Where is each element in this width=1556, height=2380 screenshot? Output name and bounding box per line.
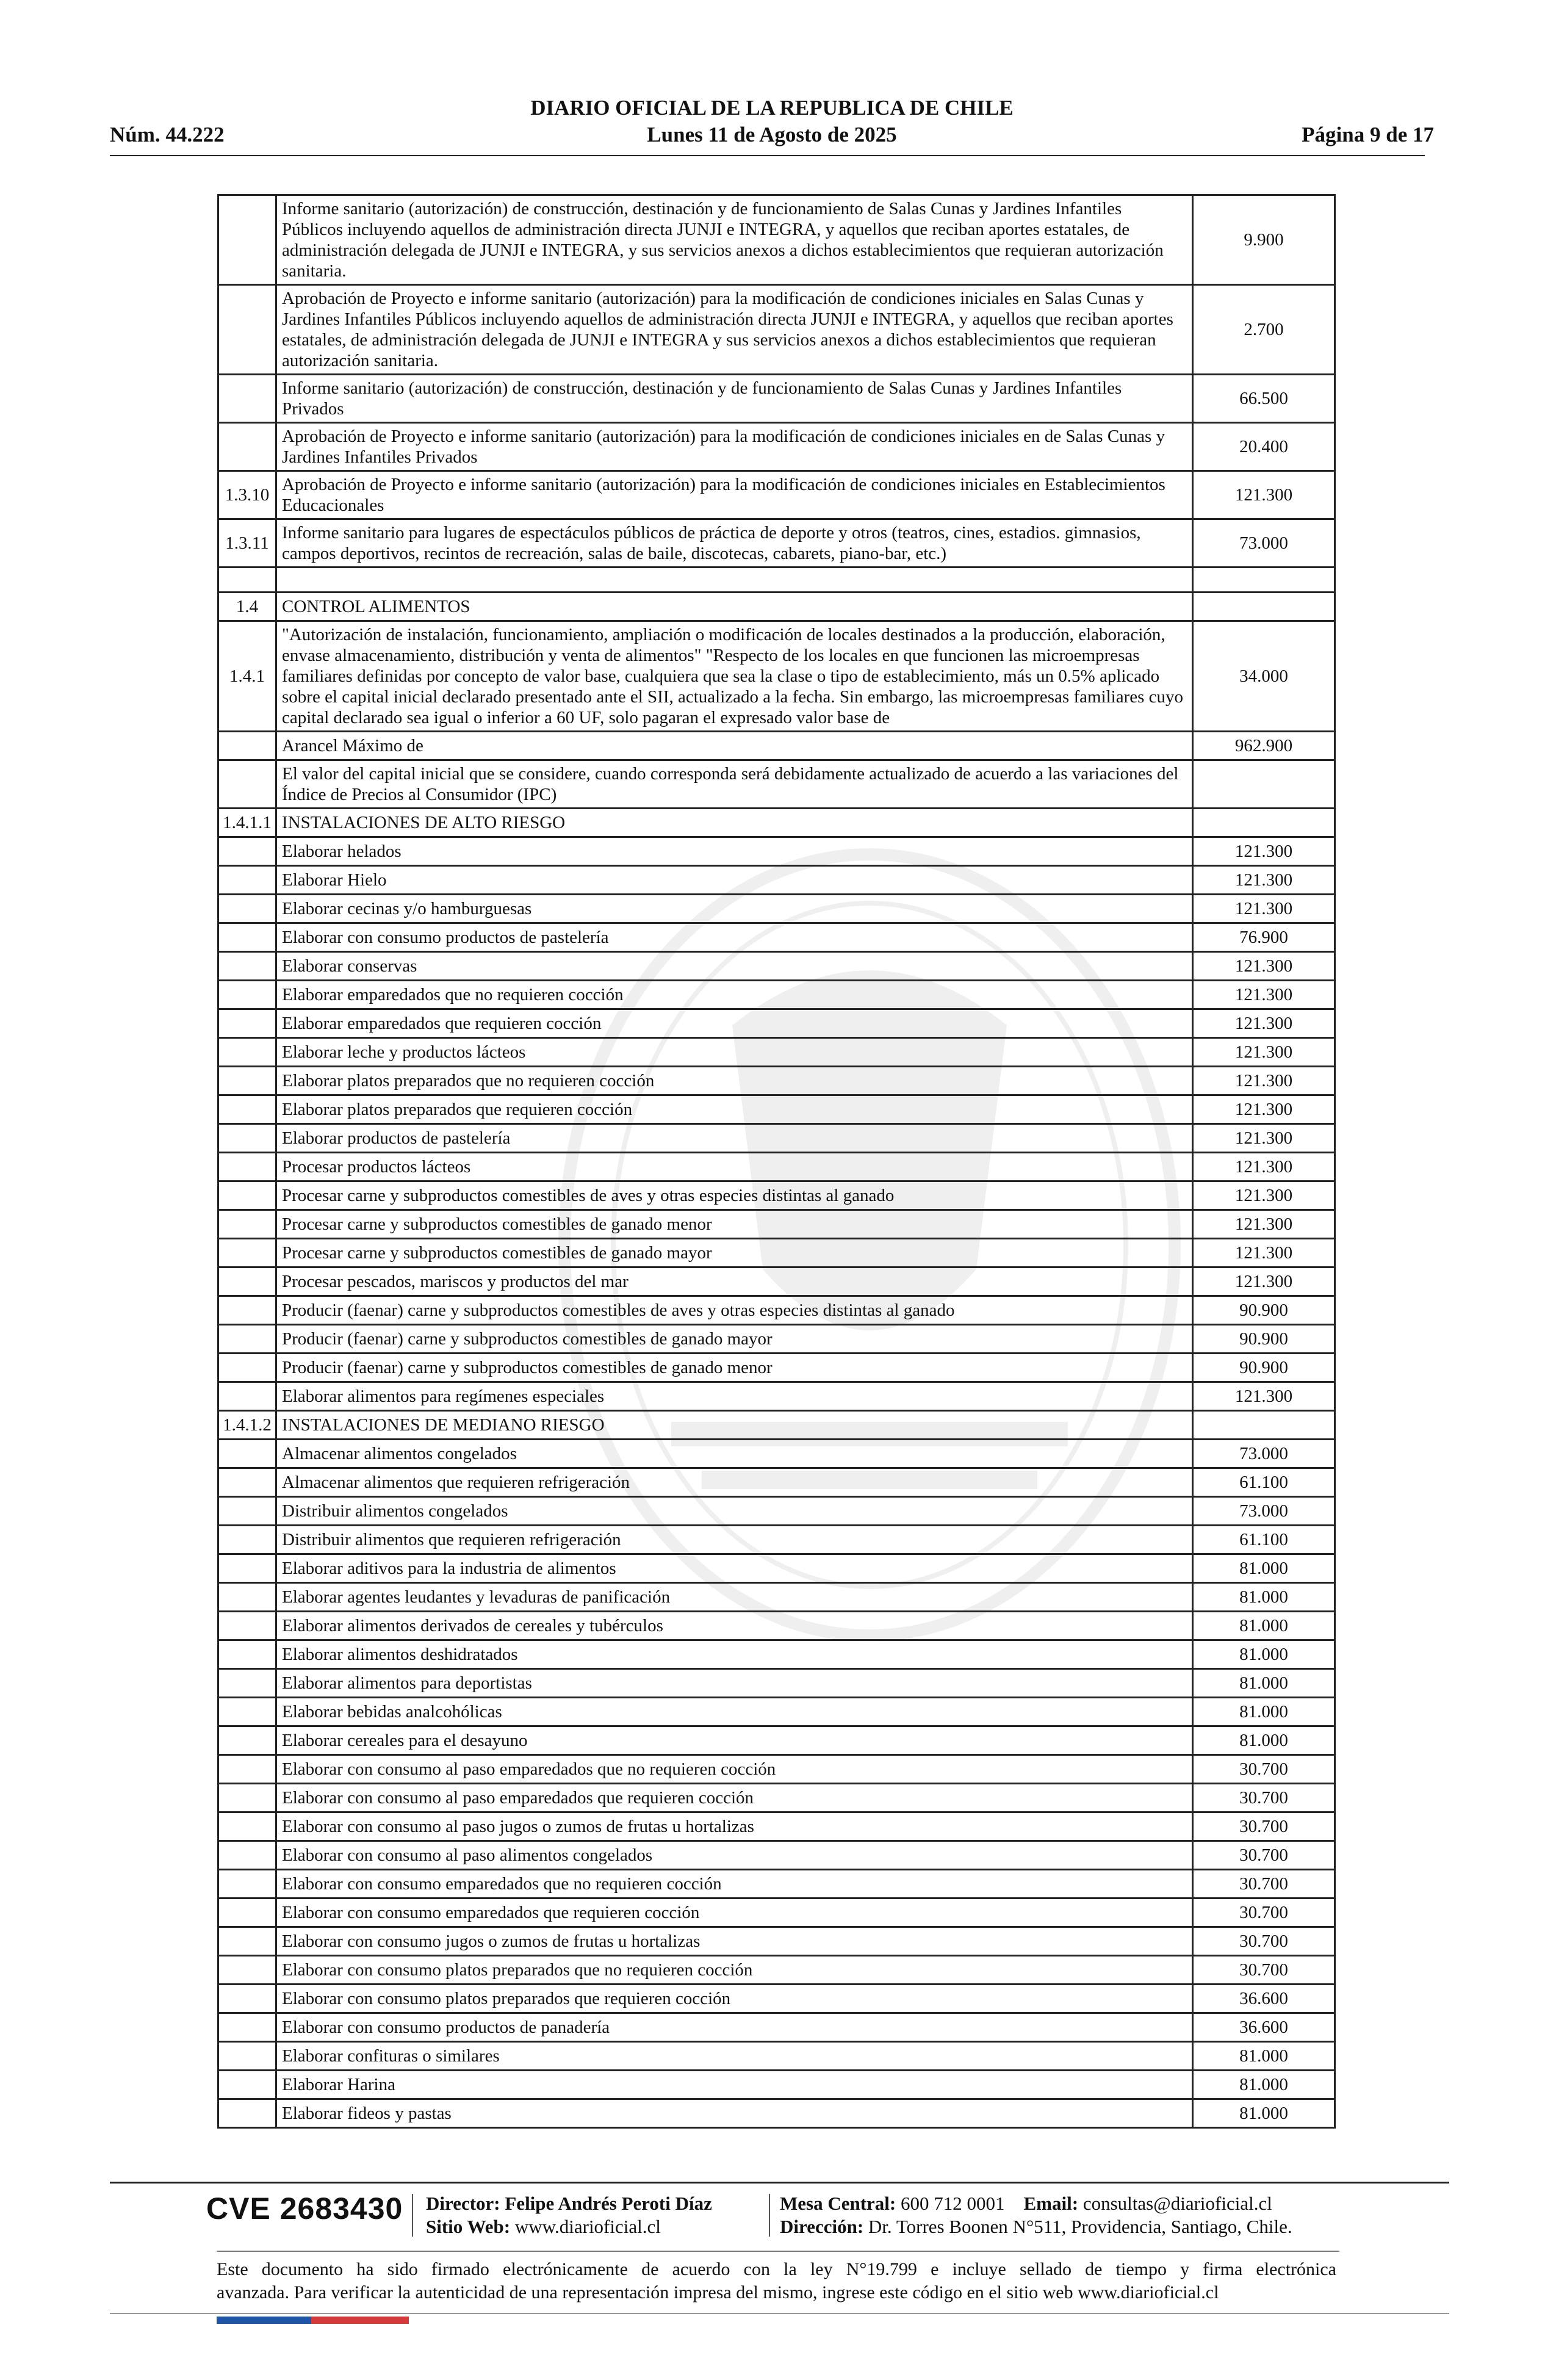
row-code [218,285,276,375]
table-row [218,732,1335,760]
row-value: 34.000 [1193,621,1335,732]
address-label: Dirección: [780,2216,864,2237]
row-description: INSTALACIONES DE MEDIANO RIESGO [276,1411,1193,1440]
table-row [218,1726,1335,1755]
row-value: 121.300 [1193,837,1335,866]
table-row [218,981,1335,1009]
row-description: Producir (faenar) carne y subproductos comestibles de ganado mayor [276,1325,1193,1354]
row-description: INSTALACIONES DE ALTO RIESGO [276,809,1193,837]
row-description: El valor del capital inicial que se considere, cuando corresponda será debidamente actualizado de acuerdo a las variaciones del Índice de Precios al Consumidor (IPC) [276,760,1193,809]
row-value: 30.700 [1193,1927,1335,1956]
table-row [218,1784,1335,1812]
table-row [218,923,1335,952]
footer-separator [412,2194,413,2237]
header-divider [110,155,1425,156]
row-code [218,1612,276,1640]
director-name: Felipe Andrés Peroti Díaz [505,2193,712,2214]
row-value: 81.000 [1193,1612,1335,1640]
row-description: Producir (faenar) carne y subproductos comestibles de ganado menor [276,1354,1193,1382]
row-value: 30.700 [1193,1841,1335,1870]
row-value: 30.700 [1193,1956,1335,1985]
row-code [218,1640,276,1669]
publication-date: Lunes 11 de Agosto de 2025 [647,123,897,146]
row-code [218,1239,276,1268]
row-code [218,1726,276,1755]
table-row [218,1067,1335,1095]
row-code [218,1956,276,1985]
row-value: 30.700 [1193,1784,1335,1812]
row-value: 90.900 [1193,1354,1335,1382]
row-value: 121.300 [1193,1067,1335,1095]
row-description: Elaborar productos de pastelería [276,1124,1193,1153]
row-code [218,1210,276,1239]
row-description: Elaborar con consumo al paso jugos o zumos de frutas u hortalizas [276,1812,1193,1841]
row-code: 1.4.1.2 [218,1411,276,1440]
row-code [218,423,276,471]
row-description: Elaborar con consumo emparedados que no requieren cocción [276,1870,1193,1899]
table-row [218,1468,1335,1497]
row-code [218,895,276,923]
row-code [218,1124,276,1153]
row-code [218,1268,276,1296]
row-description: Elaborar Harina [276,2071,1193,2099]
table-row [218,952,1335,981]
row-code [218,195,276,285]
row-value: 9.900 [1193,195,1335,285]
table-row [218,1440,1335,1468]
row-code [218,1755,276,1784]
website-label: Sitio Web: [426,2216,511,2237]
row-code [218,1468,276,1497]
issue-number: Núm. 44.222 [110,123,225,146]
address-text: Dr. Torres Boonen N°511, Providencia, Santiago, Chile. [868,2216,1292,2237]
row-description: Elaborar fideos y pastas [276,2099,1193,2128]
table-row [218,809,1335,837]
row-value: 121.300 [1193,1153,1335,1181]
row-code [218,1698,276,1726]
row-description: Informe sanitario (autorización) de construcción, destinación y de funcionamiento de Salas Cunas y Jardines Infantiles Privados [276,375,1193,423]
row-description: Aprobación de Proyecto e informe sanitario (autorización) para la modificación de condiciones iniciales en de Salas Cunas y Jardines Infantiles Privados [276,423,1193,471]
row-code [218,1009,276,1038]
row-value: 30.700 [1193,1755,1335,1784]
row-description: Procesar pescados, mariscos y productos del mar [276,1268,1193,1296]
table-row [218,285,1335,375]
table-row [218,1497,1335,1526]
row-value: 121.300 [1193,1124,1335,1153]
row-value [1193,809,1335,837]
row-description: Almacenar alimentos que requieren refrigeración [276,1468,1193,1497]
row-value: 61.100 [1193,1526,1335,1554]
table-row [218,1038,1335,1067]
table-row [218,1956,1335,1985]
row-value: 121.300 [1193,1009,1335,1038]
row-value: 121.300 [1193,952,1335,981]
row-description: Arancel Máximo de [276,732,1193,760]
row-code [218,952,276,981]
table-row [218,1698,1335,1726]
table-row [218,1583,1335,1612]
row-value: 81.000 [1193,1726,1335,1755]
row-value: 962.900 [1193,732,1335,760]
row-description: Elaborar emparedados que no requieren cocción [276,981,1193,1009]
legal-notice-line2: avanzada. Para verificar la autenticidad de una representación impresa del mismo, ingrese este código en el sitio web www.diarioficial.cl [217,2282,1219,2302]
footer-divider-mid [217,2251,1339,2252]
row-code [218,1927,276,1956]
row-code: 1.4.1 [218,621,276,732]
row-value: 73.000 [1193,519,1335,568]
row-code [218,2042,276,2071]
row-value: 30.700 [1193,1899,1335,1927]
page-header [110,95,1434,156]
row-description: Elaborar bebidas analcohólicas [276,1698,1193,1726]
row-value: 81.000 [1193,2071,1335,2099]
row-description: CONTROL ALIMENTOS [276,593,1193,621]
row-value: 90.900 [1193,1325,1335,1354]
row-value: 121.300 [1193,471,1335,519]
table-row [218,1296,1335,1325]
fee-table [217,194,1336,2129]
row-description: Procesar carne y subproductos comestibles de aves y otras especies distintas al ganado [276,1181,1193,1210]
row-value: 81.000 [1193,1583,1335,1612]
footer-contact-block [780,2192,1292,2238]
table-row [218,2099,1335,2128]
table-row [218,471,1335,519]
row-description: Elaborar con consumo al paso emparedados que no requieren cocción [276,1755,1193,1784]
row-value: 121.300 [1193,1181,1335,1210]
row-code [218,1812,276,1841]
row-code [218,981,276,1009]
row-description: Elaborar con consumo emparedados que requieren cocción [276,1899,1193,1927]
footer-divider-top [110,2182,1449,2183]
row-value: 90.900 [1193,1296,1335,1325]
row-code [218,1440,276,1468]
row-code [218,760,276,809]
row-description: Elaborar con consumo platos preparados que no requieren cocción [276,1956,1193,1985]
row-value: 73.000 [1193,1497,1335,1526]
table-row [218,2042,1335,2071]
row-description: Producir (faenar) carne y subproductos comestibles de aves y otras especies distintas al ganado [276,1296,1193,1325]
table-row [218,195,1335,285]
row-description: Elaborar con consumo jugos o zumos de frutas u hortalizas [276,1927,1193,1956]
row-code [218,1354,276,1382]
row-value: 81.000 [1193,1669,1335,1698]
table-row [218,895,1335,923]
row-code [218,1870,276,1899]
row-description: Elaborar aditivos para la industria de alimentos [276,1554,1193,1583]
row-code [218,1296,276,1325]
phone-number: 600 712 0001 [901,2193,1005,2214]
row-description: Almacenar alimentos congelados [276,1440,1193,1468]
row-code [218,1181,276,1210]
row-code [218,2071,276,2099]
row-description: Informe sanitario para lugares de espectáculos públicos de práctica de deporte y otros (teatros, cines, estadios. gimnasios, campos deportivos, recintos de recreación, salas de baile, discotecas, cabarets, piano-bar, etc.) [276,519,1193,568]
row-value: 121.300 [1193,1038,1335,1067]
row-value: 81.000 [1193,1698,1335,1726]
row-description: Elaborar confituras o similares [276,2042,1193,2071]
row-value: 121.300 [1193,866,1335,895]
row-description: Elaborar alimentos para regímenes especiales [276,1382,1193,1411]
row-description: Elaborar agentes leudantes y levaduras de panificación [276,1583,1193,1612]
row-code [218,1899,276,1927]
table-row [218,1009,1335,1038]
row-description: Elaborar con consumo platos preparados que requieren cocción [276,1985,1193,2013]
row-value: 121.300 [1193,1268,1335,1296]
row-description: Elaborar helados [276,837,1193,866]
row-code [218,866,276,895]
row-value: 81.000 [1193,2099,1335,2128]
row-value [1193,760,1335,809]
row-code [218,2099,276,2128]
row-value [1193,568,1335,593]
flag-stripe-red [311,2317,409,2324]
table-row [218,1526,1335,1554]
table-row [218,1640,1335,1669]
row-value: 121.300 [1193,981,1335,1009]
row-description: Elaborar con consumo productos de pastelería [276,923,1193,952]
table-row [218,837,1335,866]
table-row [218,568,1335,593]
table-row [218,1755,1335,1784]
row-description: Aprobación de Proyecto e informe sanitario (autorización) para la modificación de condiciones iniciales en Salas Cunas y Jardines Infantiles Públicos incluyendo aquellos de administración directa JUNJI e INTEGRA, y aquellos que reciban aportes estatales, de administración delegada de JUNJI e INTEGRA y sus servicios anexos a dichos establecimientos que requieran autorización sanitaria. [276,285,1193,375]
row-code [218,1583,276,1612]
row-code [218,1554,276,1583]
cve-code: CVE 2683430 [206,2191,403,2226]
row-description: Elaborar leche y productos lácteos [276,1038,1193,1067]
table-row [218,621,1335,732]
footer-divider-bottom [110,2313,1449,2314]
table-row [218,2013,1335,2042]
row-code: 1.3.11 [218,519,276,568]
row-code: 1.4 [218,593,276,621]
row-value: 20.400 [1193,423,1335,471]
row-value [1193,593,1335,621]
row-code [218,837,276,866]
row-code [218,2013,276,2042]
row-value: 66.500 [1193,375,1335,423]
row-value: 36.600 [1193,1985,1335,2013]
table-row [218,1554,1335,1583]
row-description: Elaborar Hielo [276,866,1193,895]
director-label: Director: [426,2193,500,2214]
row-description: Elaborar con consumo al paso emparedados que requieren cocción [276,1784,1193,1812]
table-row [218,1210,1335,1239]
row-value: 2.700 [1193,285,1335,375]
row-value: 121.300 [1193,1382,1335,1411]
row-description: Elaborar alimentos para deportistas [276,1669,1193,1698]
row-value: 81.000 [1193,1640,1335,1669]
email-link[interactable]: consultas@diarioficial.cl [1082,2193,1272,2214]
table-row [218,2071,1335,2099]
row-value: 61.100 [1193,1468,1335,1497]
row-code: 1.3.10 [218,471,276,519]
row-description: Elaborar alimentos derivados de cereales y tubérculos [276,1612,1193,1640]
footer-director-block [426,2192,712,2238]
table-row [218,1927,1335,1956]
table-row [218,519,1335,568]
row-description: Elaborar con consumo productos de panadería [276,2013,1193,2042]
table-row [218,1181,1335,1210]
row-description: Elaborar conservas [276,952,1193,981]
table-row [218,866,1335,895]
row-code [218,1669,276,1698]
flag-stripe-blue [217,2317,311,2324]
table-row [218,760,1335,809]
publication-title: DIARIO OFICIAL DE LA REPUBLICA DE CHILE [530,96,1014,120]
table-row [218,1268,1335,1296]
row-description: Informe sanitario (autorización) de construcción, destinación y de funcionamiento de Salas Cunas y Jardines Infantiles Públicos incluyendo aquellos de administración directa JUNJI e INTEGRA, y aquellos que reciban aportes estatales, de administración delegada de JUNJI e INTEGRA, y sus servicios anexos a dichos establecimientos que requieran autorización sanitaria. [276,195,1193,285]
table-row [218,423,1335,471]
row-description: Procesar carne y subproductos comestibles de ganado menor [276,1210,1193,1239]
table-row [218,593,1335,621]
row-value: 121.300 [1193,1210,1335,1239]
legal-notice-line1: Este documento ha sido firmado electrónicamente de acuerdo con la ley N°19.799 e incluye sellado de tiempo y firma electrónica [217,2259,1336,2279]
table-row [218,1354,1335,1382]
table-row [218,1899,1335,1927]
table-row [218,1411,1335,1440]
row-code [218,1067,276,1095]
row-value: 76.900 [1193,923,1335,952]
row-code [218,375,276,423]
row-value: 81.000 [1193,1554,1335,1583]
row-description: Elaborar con consumo al paso alimentos congelados [276,1841,1193,1870]
row-code [218,1382,276,1411]
row-code [218,1325,276,1354]
row-code [218,923,276,952]
row-code [218,568,276,593]
footer-separator [769,2194,770,2237]
table-row [218,1124,1335,1153]
row-value: 30.700 [1193,1870,1335,1899]
row-code [218,1153,276,1181]
table-row [218,1612,1335,1640]
row-description: Procesar productos lácteos [276,1153,1193,1181]
row-value: 121.300 [1193,1095,1335,1124]
page-number: Página 9 de 17 [1302,123,1434,146]
row-description: Procesar carne y subproductos comestibles de ganado mayor [276,1239,1193,1268]
row-code [218,1038,276,1067]
row-value: 121.300 [1193,1239,1335,1268]
row-value: 36.600 [1193,2013,1335,2042]
row-value: 81.000 [1193,2042,1335,2071]
row-value: 73.000 [1193,1440,1335,1468]
row-description: Aprobación de Proyecto e informe sanitario (autorización) para la modificación de condiciones iniciales en Establecimientos Educacionales [276,471,1193,519]
row-description: Distribuir alimentos congelados [276,1497,1193,1526]
row-code: 1.4.1.1 [218,809,276,837]
row-code [218,1095,276,1124]
email-label: Email: [1023,2193,1079,2214]
table-row [218,1812,1335,1841]
row-code [218,1526,276,1554]
table-row [218,1325,1335,1354]
row-code [218,732,276,760]
row-code [218,1784,276,1812]
row-code [218,1841,276,1870]
table-row [218,1239,1335,1268]
row-description: "Autorización de instalación, funcionamiento, ampliación o modificación de locales destinados a la producción, elaboración, envase almacenamiento, distribución y venta de alimentos" "Respecto de los locales en que funcionen las microempresas familiares definidas por concepto de valor base, cualquiera que sea la clase o tipo de establecimiento, más un 0.5% aplicado sobre el capital inicial declarado presentado ante el SII, actualizado a la fecha. Sin embargo, las microempresas familiares cuyo capital declarado sea igual o inferior a 60 UF, solo pagaran el expresado valor base de [276,621,1193,732]
table-row [218,1095,1335,1124]
table-row [218,1841,1335,1870]
table-row [218,1382,1335,1411]
row-description: Elaborar cereales para el desayuno [276,1726,1193,1755]
row-description: Elaborar cecinas y/o hamburguesas [276,895,1193,923]
row-description: Elaborar alimentos deshidratados [276,1640,1193,1669]
row-value: 121.300 [1193,895,1335,923]
row-code [218,1497,276,1526]
row-value: 30.700 [1193,1812,1335,1841]
website-link[interactable]: www.diarioficial.cl [514,2216,661,2237]
row-description: Distribuir alimentos que requieren refrigeración [276,1526,1193,1554]
phone-label: Mesa Central: [780,2193,896,2214]
row-description: Elaborar emparedados que requieren cocción [276,1009,1193,1038]
row-description [276,568,1193,593]
table-row [218,1669,1335,1698]
row-description: Elaborar platos preparados que requieren cocción [276,1095,1193,1124]
table-row [218,1985,1335,2013]
row-description: Elaborar platos preparados que no requieren cocción [276,1067,1193,1095]
table-row [218,375,1335,423]
table-row [218,1870,1335,1899]
row-code [218,1985,276,2013]
row-value [1193,1411,1335,1440]
table-row [218,1153,1335,1181]
